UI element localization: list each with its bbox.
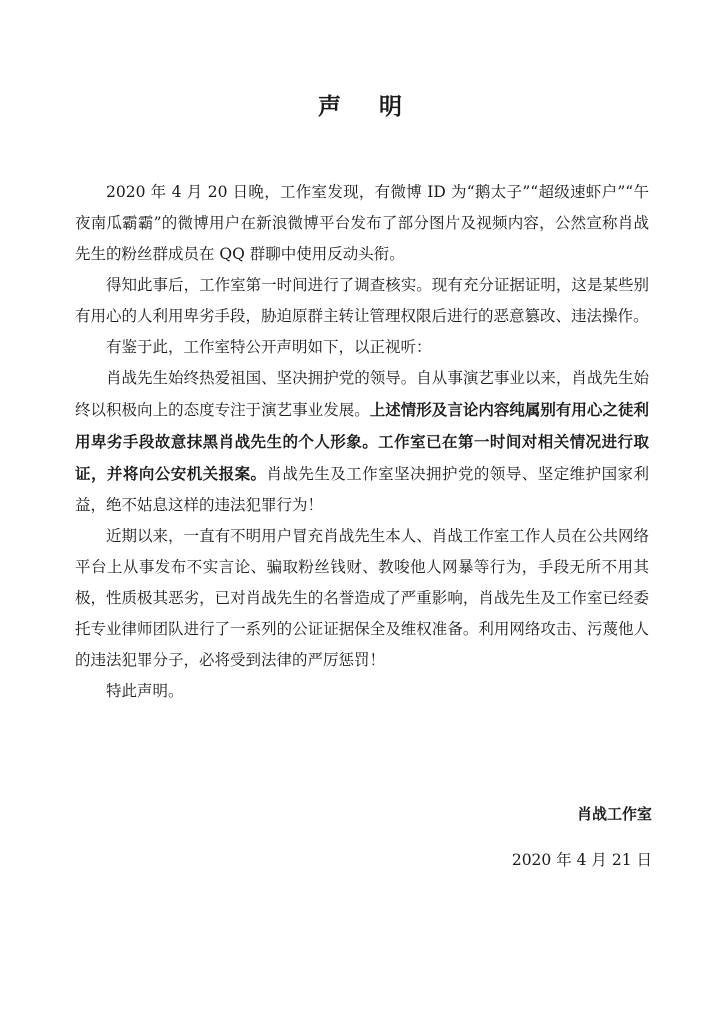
signature: 肖战工作室 bbox=[576, 805, 652, 823]
title-char-2: 明 bbox=[379, 94, 402, 120]
paragraph-4 bbox=[75, 363, 649, 521]
document-body bbox=[75, 177, 649, 707]
title-char-1: 声 bbox=[318, 94, 341, 120]
paragraph-6: 特此声明。 bbox=[106, 682, 184, 700]
paragraph-3: 有鉴于此，工作室特公开声明如下，以正视听： bbox=[106, 338, 432, 356]
document-title bbox=[0, 88, 720, 121]
paragraph-4-text-b: 肖战先生及工作室坚决拥护党的领导、坚定维护国家利益，绝不姑息这样的违法犯罪行为！ bbox=[75, 465, 649, 514]
signature-date: 2020 年 4 月 21 日 bbox=[511, 851, 652, 869]
paragraph-5: 近期以来，一直有不明用户冒充肖战先生本人、肖战工作室工作人员在公共网络平台上从事发布不实言论、骗取粉丝钱财、教唆他人网暴等行为，手段无所不用其极，性质极其恶劣，已对肖战先生的名誉造成了严重影响，肖战先生及工作室已经委托专业律师团队进行了一系列的公证证据保全及维权准备。利用网络攻击、污蔑他人的违法犯罪分子，必将受到法律的严厉惩罚！ bbox=[75, 527, 649, 669]
paragraph-4-bold-text: 上述情形及言论内容纯属别有用心之徒利用卑劣手段故意抹黑肖战先生的个人形象。工作室已在第一时间对相关情况进行取证，并将向公安机关报案。 bbox=[75, 400, 649, 483]
paragraph-2: 得知此事后，工作室第一时间进行了调查核实。现有充分证据证明，这是某些别有用心的人利用卑劣手段，胁迫原群主转让管理权限后进行的恶意篡改、违法操作。 bbox=[75, 276, 649, 325]
paragraph-4-text-a: 肖战先生始终热爱祖国、坚决拥护党的领导。自从事演艺事业以来，肖战先生始终以积极向上的态度专注于演艺事业发展。 bbox=[75, 369, 649, 419]
paragraph-1: 2020 年 4 月 20 日晚，工作室发现，有微博 ID 为“鹅太子”“超级速虾户”“午夜南瓜霸霸”的微博用户在新浪微博平台发布了部分图片及视频内容，公然宣称肖战先生的粉丝群成员在 QQ 群聊中使用反动头衔。 bbox=[75, 183, 649, 263]
